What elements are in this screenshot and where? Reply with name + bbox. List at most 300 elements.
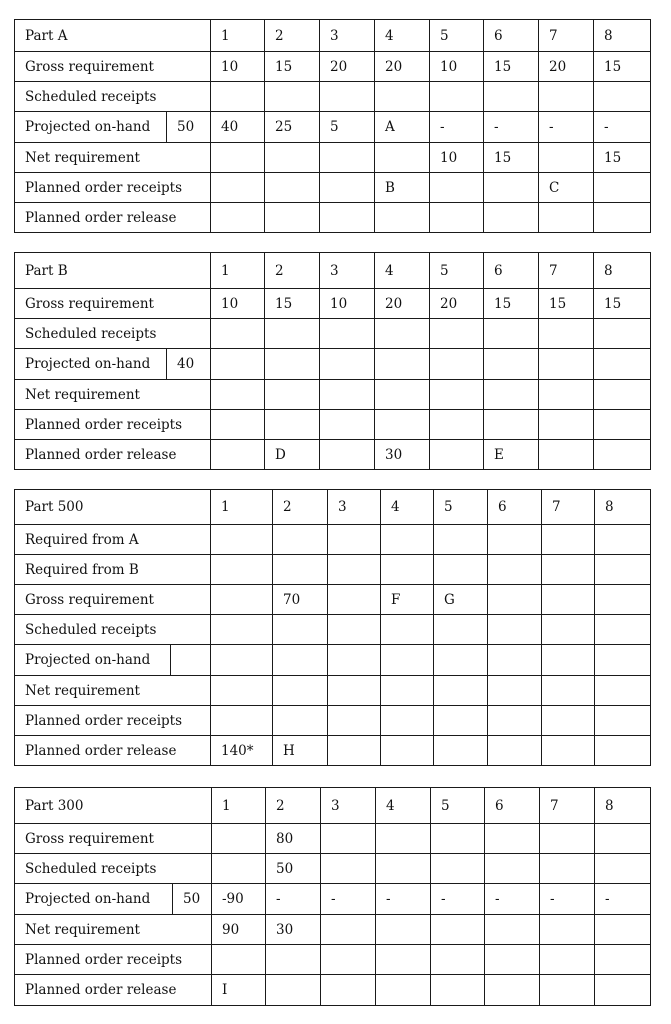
period-cell — [594, 319, 651, 349]
period-cell: 15 — [484, 52, 539, 82]
period-cell — [485, 824, 540, 854]
period-cell — [485, 975, 540, 1006]
period-cell: 10 — [211, 52, 265, 82]
period-cell — [376, 854, 431, 884]
row-gross-requirement — [15, 585, 651, 615]
period-cell — [273, 676, 328, 706]
period-cell: 80 — [266, 824, 321, 854]
period-cell: 30 — [375, 440, 430, 470]
period-cell: 10 — [211, 289, 265, 319]
period-cell — [328, 645, 381, 676]
period-cell: B — [375, 173, 430, 203]
period-cell — [431, 975, 485, 1006]
period-cell — [595, 854, 651, 884]
period-cell — [430, 82, 484, 112]
period-cell — [320, 440, 375, 470]
period-cell — [488, 555, 542, 585]
period-cell — [211, 143, 265, 173]
period-cell — [539, 380, 594, 410]
period-cell — [381, 645, 434, 676]
period-cell: 15 — [484, 143, 539, 173]
row-label: Gross requirement — [15, 585, 211, 615]
period-cell — [434, 676, 488, 706]
period-cell: - — [430, 112, 484, 143]
period-cell: 10 — [430, 143, 484, 173]
period-header: 2 — [266, 788, 321, 824]
header-row — [15, 788, 651, 824]
row-scheduled-receipts — [15, 82, 651, 112]
period-cell: 20 — [539, 52, 594, 82]
period-cell — [595, 645, 651, 676]
period-cell: 20 — [375, 289, 430, 319]
row-label: Net requirement — [15, 915, 212, 945]
period-cell — [211, 615, 273, 645]
period-header: 1 — [212, 788, 266, 824]
period-cell — [211, 203, 265, 233]
header-row — [15, 490, 651, 525]
period-header: 8 — [594, 253, 651, 289]
period-cell — [594, 440, 651, 470]
period-cell — [434, 615, 488, 645]
period-cell — [375, 349, 430, 380]
row-label: Planned order release — [15, 975, 212, 1006]
period-cell — [488, 585, 542, 615]
period-cell — [212, 945, 266, 975]
period-cell — [539, 440, 594, 470]
period-cell — [595, 975, 651, 1006]
period-cell: D — [265, 440, 320, 470]
period-header: 5 — [430, 253, 484, 289]
period-cell — [431, 915, 485, 945]
period-cell — [328, 525, 381, 555]
period-cell — [542, 676, 595, 706]
period-header: 4 — [375, 20, 430, 52]
period-header: 8 — [595, 788, 651, 824]
period-cell — [594, 380, 651, 410]
period-cell — [265, 349, 320, 380]
period-cell: C — [539, 173, 594, 203]
period-header: 2 — [265, 20, 320, 52]
period-cell — [211, 525, 273, 555]
period-header: 4 — [376, 788, 431, 824]
period-cell — [488, 645, 542, 676]
period-cell — [542, 555, 595, 585]
period-cell — [488, 676, 542, 706]
period-cell — [375, 380, 430, 410]
row-label: Required from A — [15, 525, 211, 555]
period-cell — [542, 525, 595, 555]
period-cell — [488, 706, 542, 736]
period-cell — [484, 380, 539, 410]
row-net-requirement — [15, 143, 651, 173]
row-planned-order-release — [15, 440, 651, 470]
initial-on-hand: 50 — [167, 112, 211, 143]
period-cell — [273, 706, 328, 736]
period-cell — [211, 173, 265, 203]
period-cell — [211, 380, 265, 410]
period-header: 5 — [434, 490, 488, 525]
row-scheduled-receipts — [15, 854, 651, 884]
row-planned-order-release — [15, 736, 651, 766]
row-scheduled-receipts — [15, 319, 651, 349]
row-label: Gross requirement — [15, 824, 212, 854]
period-cell — [375, 410, 430, 440]
row-planned-order-receipts — [15, 706, 651, 736]
period-cell: A — [375, 112, 430, 143]
period-header: 6 — [485, 788, 540, 824]
period-cell: 30 — [266, 915, 321, 945]
period-cell: 15 — [594, 289, 651, 319]
period-header: 6 — [484, 253, 539, 289]
row-label: Net requirement — [15, 380, 211, 410]
period-cell — [376, 915, 431, 945]
period-cell: - — [376, 884, 431, 915]
period-header: 7 — [539, 253, 594, 289]
row-gross-requirement — [15, 52, 651, 82]
period-cell — [265, 143, 320, 173]
period-cell — [484, 203, 539, 233]
period-cell: 25 — [265, 112, 320, 143]
period-cell: 90 — [212, 915, 266, 945]
row-label: Projected on-hand — [15, 349, 167, 380]
period-cell — [434, 645, 488, 676]
part-500-mrp-table — [14, 489, 651, 766]
period-cell — [211, 410, 265, 440]
period-cell: I — [212, 975, 266, 1006]
period-cell — [595, 706, 651, 736]
period-cell: 20 — [375, 52, 430, 82]
period-cell — [375, 143, 430, 173]
period-cell: 15 — [594, 52, 651, 82]
period-cell — [488, 525, 542, 555]
period-header: 2 — [265, 253, 320, 289]
period-cell — [320, 173, 375, 203]
period-cell — [381, 615, 434, 645]
initial-on-hand — [171, 645, 211, 676]
period-cell — [594, 410, 651, 440]
period-cell — [434, 736, 488, 766]
period-cell — [211, 82, 265, 112]
period-cell — [539, 143, 594, 173]
row-scheduled-receipts — [15, 615, 651, 645]
row-net-requirement — [15, 915, 651, 945]
period-cell — [488, 736, 542, 766]
row-required-from-b — [15, 555, 651, 585]
row-net-requirement — [15, 676, 651, 706]
part-name: Part 500 — [15, 490, 211, 525]
row-projected-on-hand — [15, 349, 651, 380]
period-cell — [539, 203, 594, 233]
period-cell — [273, 645, 328, 676]
period-cell — [381, 736, 434, 766]
period-cell — [539, 319, 594, 349]
period-cell — [540, 915, 595, 945]
period-header: 3 — [320, 20, 375, 52]
row-gross-requirement — [15, 289, 651, 319]
period-cell: - — [539, 112, 594, 143]
period-cell — [320, 380, 375, 410]
period-cell — [540, 975, 595, 1006]
row-label: Gross requirement — [15, 289, 211, 319]
period-cell — [434, 555, 488, 585]
period-header: 6 — [484, 20, 539, 52]
period-cell — [430, 349, 484, 380]
period-header: 4 — [381, 490, 434, 525]
period-cell — [381, 555, 434, 585]
period-cell — [595, 585, 651, 615]
period-cell — [266, 975, 321, 1006]
period-cell — [320, 319, 375, 349]
period-cell — [430, 410, 484, 440]
row-label: Gross requirement — [15, 52, 211, 82]
period-cell: 15 — [594, 143, 651, 173]
period-header: 8 — [594, 20, 651, 52]
period-cell: - — [484, 112, 539, 143]
period-cell: 15 — [265, 289, 320, 319]
row-label: Net requirement — [15, 676, 211, 706]
period-cell: 40 — [211, 112, 265, 143]
period-cell — [539, 82, 594, 112]
period-cell — [375, 203, 430, 233]
period-cell — [431, 945, 485, 975]
period-header: 3 — [320, 253, 375, 289]
period-cell — [594, 82, 651, 112]
period-cell — [211, 440, 265, 470]
part-a-mrp-table — [14, 19, 651, 233]
period-cell — [212, 824, 266, 854]
period-cell — [320, 82, 375, 112]
period-cell — [265, 203, 320, 233]
row-label: Scheduled receipts — [15, 319, 211, 349]
period-cell — [484, 319, 539, 349]
period-header: 6 — [488, 490, 542, 525]
period-cell: - — [431, 884, 485, 915]
row-projected-on-hand — [15, 112, 651, 143]
period-cell — [211, 349, 265, 380]
row-label: Scheduled receipts — [15, 82, 211, 112]
period-cell — [434, 525, 488, 555]
period-header: 5 — [430, 20, 484, 52]
period-cell — [328, 585, 381, 615]
period-cell — [594, 173, 651, 203]
initial-on-hand: 40 — [167, 349, 211, 380]
period-cell — [273, 615, 328, 645]
row-label: Planned order release — [15, 736, 211, 766]
period-cell — [430, 203, 484, 233]
period-cell — [595, 676, 651, 706]
period-cell: F — [381, 585, 434, 615]
row-planned-order-release — [15, 203, 651, 233]
period-cell — [376, 975, 431, 1006]
period-cell: 70 — [273, 585, 328, 615]
part-300-mrp-table — [14, 787, 651, 1006]
period-cell — [211, 555, 273, 585]
period-cell — [430, 380, 484, 410]
period-cell: - — [594, 112, 651, 143]
row-planned-order-receipts — [15, 173, 651, 203]
row-label: Planned order receipts — [15, 706, 211, 736]
period-cell — [265, 410, 320, 440]
period-cell: 20 — [430, 289, 484, 319]
row-label: Planned order release — [15, 203, 211, 233]
period-cell: 20 — [320, 52, 375, 82]
period-cell — [265, 82, 320, 112]
period-cell — [265, 380, 320, 410]
period-cell: 15 — [265, 52, 320, 82]
period-cell — [542, 615, 595, 645]
row-label: Planned order receipts — [15, 173, 211, 203]
part-b-mrp-table — [14, 252, 651, 470]
row-label: Planned order release — [15, 440, 211, 470]
period-cell — [430, 319, 484, 349]
period-cell: - — [266, 884, 321, 915]
period-cell — [321, 975, 376, 1006]
period-cell — [381, 706, 434, 736]
period-header: 1 — [211, 253, 265, 289]
period-cell — [434, 706, 488, 736]
period-cell — [211, 676, 273, 706]
period-cell — [375, 82, 430, 112]
period-cell: H — [273, 736, 328, 766]
period-cell — [321, 854, 376, 884]
period-cell — [328, 555, 381, 585]
period-cell — [266, 945, 321, 975]
period-cell: 50 — [266, 854, 321, 884]
period-cell — [540, 945, 595, 975]
period-cell — [211, 706, 273, 736]
period-cell — [594, 203, 651, 233]
period-header: 1 — [211, 490, 273, 525]
period-cell: - — [540, 884, 595, 915]
period-cell — [542, 736, 595, 766]
period-cell — [265, 173, 320, 203]
period-cell — [484, 173, 539, 203]
row-label: Net requirement — [15, 143, 211, 173]
period-cell — [211, 645, 273, 676]
period-header: 2 — [273, 490, 328, 525]
part-name: Part 300 — [15, 788, 212, 824]
period-cell — [376, 945, 431, 975]
period-cell — [212, 854, 266, 884]
period-cell — [542, 706, 595, 736]
row-planned-order-release — [15, 975, 651, 1006]
period-cell — [381, 676, 434, 706]
period-cell — [594, 349, 651, 380]
period-cell — [485, 915, 540, 945]
period-cell: -90 — [212, 884, 266, 915]
period-cell — [485, 854, 540, 884]
period-cell — [376, 824, 431, 854]
period-cell — [375, 319, 430, 349]
period-cell — [273, 525, 328, 555]
period-cell — [485, 945, 540, 975]
row-label: Projected on-hand — [15, 112, 167, 143]
period-header: 1 — [211, 20, 265, 52]
period-cell — [273, 555, 328, 585]
period-cell — [539, 349, 594, 380]
row-required-from-a — [15, 525, 651, 555]
header-row — [15, 20, 651, 52]
row-projected-on-hand — [15, 884, 651, 915]
period-cell — [542, 645, 595, 676]
row-label: Projected on-hand — [15, 645, 171, 676]
period-cell — [211, 319, 265, 349]
period-cell — [431, 854, 485, 884]
period-cell: 10 — [430, 52, 484, 82]
row-projected-on-hand — [15, 645, 651, 676]
period-cell — [320, 410, 375, 440]
row-gross-requirement — [15, 824, 651, 854]
period-cell — [320, 203, 375, 233]
period-cell — [542, 585, 595, 615]
period-cell: E — [484, 440, 539, 470]
initial-on-hand: 50 — [173, 884, 212, 915]
period-header: 8 — [595, 490, 651, 525]
period-cell: 140* — [211, 736, 273, 766]
period-cell: - — [595, 884, 651, 915]
row-planned-order-receipts — [15, 410, 651, 440]
period-cell — [484, 82, 539, 112]
period-cell — [540, 824, 595, 854]
period-cell — [484, 410, 539, 440]
period-header: 5 — [431, 788, 485, 824]
period-cell — [595, 915, 651, 945]
period-cell — [265, 319, 320, 349]
period-cell — [211, 585, 273, 615]
period-cell — [595, 736, 651, 766]
period-cell — [595, 824, 651, 854]
row-label: Scheduled receipts — [15, 854, 212, 884]
period-cell — [430, 440, 484, 470]
period-cell — [540, 854, 595, 884]
period-header: 4 — [375, 253, 430, 289]
period-cell: 5 — [320, 112, 375, 143]
period-cell: G — [434, 585, 488, 615]
period-cell: - — [485, 884, 540, 915]
part-name: Part B — [15, 253, 211, 289]
row-label: Required from B — [15, 555, 211, 585]
period-cell — [321, 824, 376, 854]
period-header: 3 — [321, 788, 376, 824]
period-cell — [595, 555, 651, 585]
period-cell — [431, 824, 485, 854]
part-name: Part A — [15, 20, 211, 52]
row-label: Planned order receipts — [15, 410, 211, 440]
period-cell — [381, 525, 434, 555]
period-cell — [430, 173, 484, 203]
period-cell: - — [321, 884, 376, 915]
period-cell — [328, 706, 381, 736]
period-cell — [320, 349, 375, 380]
row-planned-order-receipts — [15, 945, 651, 975]
row-label: Planned order receipts — [15, 945, 212, 975]
period-cell — [595, 615, 651, 645]
row-label: Scheduled receipts — [15, 615, 211, 645]
period-cell — [328, 615, 381, 645]
period-cell — [321, 945, 376, 975]
period-header: 7 — [542, 490, 595, 525]
period-cell — [595, 525, 651, 555]
period-header: 7 — [539, 20, 594, 52]
period-cell — [488, 615, 542, 645]
header-row — [15, 253, 651, 289]
period-cell — [328, 676, 381, 706]
period-header: 3 — [328, 490, 381, 525]
period-cell — [539, 410, 594, 440]
period-cell: 15 — [484, 289, 539, 319]
period-cell: 15 — [539, 289, 594, 319]
period-cell: 10 — [320, 289, 375, 319]
